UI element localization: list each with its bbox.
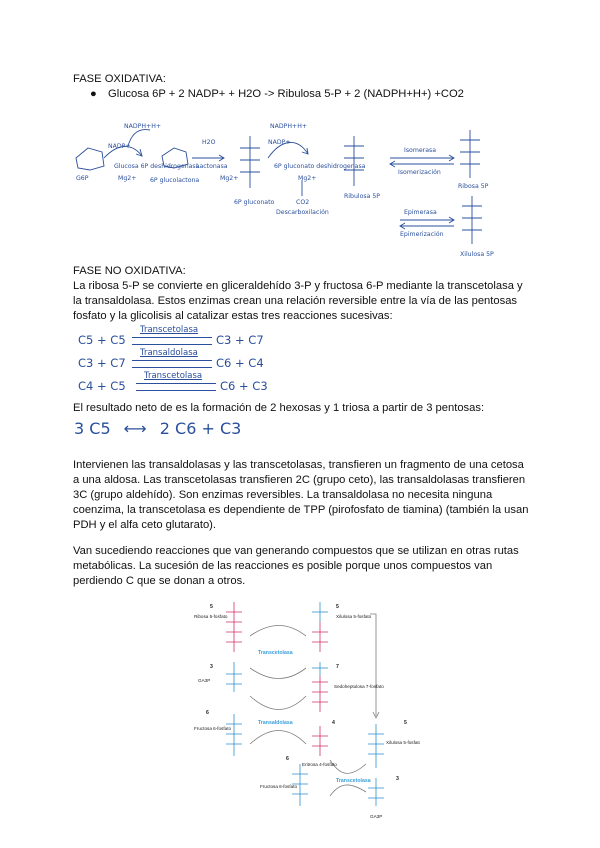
xylulose5p-1-structure — [312, 602, 328, 622]
fig-number-5b: 5 — [336, 604, 339, 610]
hw-mg1-label: Mg2+ — [118, 175, 137, 182]
oxidative-scheme-drawing — [70, 118, 510, 260]
nonoxidative-para1-line: la transaldolasa. Estos enzimas crean una relación reversible entre la vía de las pentosas — [73, 295, 518, 307]
hw-mg3-label: Mg2+ — [298, 175, 317, 182]
fig-number-4: 4 — [332, 720, 335, 726]
hw-epimerase-label: Epimerasa — [404, 209, 437, 216]
hw-decarb-label: Descarboxilación — [276, 209, 329, 216]
reaction-3-enzyme: Transcetolasa — [144, 371, 203, 381]
para2-line: Intervienen las transaldolasas y las transcetolasas, transfieren un fragmento de una cetosa — [73, 459, 524, 471]
fig-label-ribose5p: Ribosa 5-fosfato — [194, 614, 228, 619]
gap1-structure — [226, 662, 242, 692]
hw-nadph1-label: NADPH+H+ — [124, 123, 162, 130]
fig-number-3b: 3 — [396, 776, 399, 782]
reaction-1-right: C3 + C7 — [216, 333, 264, 347]
xylulose5p-2-structure — [368, 724, 384, 768]
fig-number-5a: 5 — [210, 604, 213, 610]
oxidative-bullet-item — [90, 87, 464, 103]
g6p-ring-shape — [76, 148, 104, 170]
fig-enzyme-transketolase-1: Transcetolasa — [258, 650, 293, 656]
net-equation-right: 2 C6 + C3 — [159, 419, 242, 438]
xylulose-down-arrow — [370, 614, 379, 718]
fructose1-structure — [226, 714, 242, 756]
para2-line: PDH y el alfa ceto glutarato). — [73, 519, 217, 531]
fig-number-6b: 6 — [286, 756, 289, 762]
sedoheptulose-structure — [312, 662, 328, 676]
fig-enzyme-transaldolase: Transaldolasa — [258, 720, 293, 726]
bullet-icon: ● — [90, 88, 97, 100]
reaction-2-right: C6 + C4 — [216, 356, 264, 370]
fig-label-fructose2: Fructosa 6-fosfato — [260, 784, 298, 789]
reaction-2-enzyme: Transaldolasa — [140, 348, 198, 358]
hw-mg2-label: Mg2+ — [220, 175, 239, 182]
fig-label-gap2: GA3P — [370, 814, 383, 819]
hw-nadp1-label: NADP+ — [108, 143, 131, 150]
hw-lactone-label: 6P glucolactona — [150, 177, 200, 184]
fig-label-xylulose5p-1: Xilulosa 5-fosfato — [336, 614, 372, 619]
reaction-3-arrow — [136, 383, 216, 391]
net-equation — [74, 419, 241, 443]
reaction-3-right: C6 + C3 — [220, 379, 268, 393]
net-equation-arrow: ⟷ — [123, 419, 147, 438]
hw-ribose-label: Ribosa 5P — [458, 183, 489, 190]
fig-number-3a: 3 — [210, 664, 213, 670]
reaction-2-left: C3 + C7 — [78, 356, 126, 370]
para2-line: coenzima, la transcetolasa es dependiente de TPP (pirofosfato de tiamina) (también la usan — [73, 504, 529, 516]
hw-xylulose-label: Xilulosa 5P — [460, 251, 494, 258]
para3-line: metabólicas. La sucesión de las reacciones es posible porque unos compuestos van — [73, 560, 493, 572]
hw-co2-label: CO2 — [296, 199, 310, 206]
reaction-3-left: C4 + C5 — [78, 379, 126, 393]
hw-isomerase-label: Isomerasa — [404, 147, 437, 154]
hw-lactonase-label: Lactonasa — [196, 163, 228, 170]
handwritten-reactions — [78, 327, 298, 397]
nonoxidative-para1-line: fosfato y la glicolisis al catalizar estas tres reacciones sucesivas: — [73, 310, 393, 322]
fig-label-xylulose5p-2: Xilulosa 5-fosfato — [386, 740, 420, 745]
fig-label-fructose1: Fructosa 6-fosfato — [194, 726, 232, 731]
para3-line: perdiendo C que se donan a otros. — [73, 575, 246, 587]
net-result-sentence: El resultado neto de es la formación de 2 hexosas y 1 triosa a partir de 3 pentosas: — [73, 402, 485, 414]
pathway-figure-svg — [190, 596, 420, 832]
hw-enzyme2-label: 6P gluconato deshidrogenasa — [274, 163, 366, 170]
reaction-1-enzyme: Transcetolasa — [140, 325, 199, 335]
nonoxidative-para1-line: La ribosa 5-P se convierte en gliceraldehído 3-P y fructosa 6-P mediante la transcetolasa y — [73, 280, 523, 292]
hw-enzyme1-label: Glucosa 6P deshidrogenasa — [114, 163, 200, 170]
fig-label-sedoheptulose: Sedoheptulosa 7-fosfato — [334, 684, 384, 689]
erythrose-structure — [312, 726, 328, 756]
oxidative-bullet-text: Glucosa 6P + 2 NADP+ + H2O -> Ribulosa 5-P + 2 (NADPH+H+) +CO2 — [108, 88, 464, 100]
hw-ribulose-label: Ribulosa 5P — [344, 193, 381, 200]
reaction-1-left: C5 + C5 — [78, 333, 126, 347]
oxidative-heading: FASE OXIDATIVA: — [73, 73, 166, 85]
reaction-2-arrow — [132, 360, 212, 368]
hw-isomerization-label: Isomerización — [398, 169, 441, 176]
fig-number-7: 7 — [336, 664, 339, 670]
oxidative-handwritten-scheme — [70, 118, 510, 260]
fig-enzyme-transketolase-2: Transcetolasa — [336, 778, 371, 784]
hw-g6p-label: G6P — [76, 175, 89, 182]
hw-nadph2-label: NADPH+H+ — [270, 123, 308, 130]
fig-label-erythrose: Eritrosa 4-fosfato — [302, 762, 337, 767]
hw-gluconate-label: 6P gluconato — [234, 199, 275, 206]
hw-epimerization-label: Epimerización — [400, 231, 444, 238]
hw-nadp2-label: NADP+ — [268, 139, 291, 146]
nonoxidative-heading: FASE NO OXIDATIVA: — [73, 265, 186, 277]
fig-number-6a: 6 — [206, 710, 209, 716]
para3-line: Van sucediendo reacciones que van generando compuestos que se utilizan en otras rutas — [73, 545, 519, 557]
fig-label-gap1: GA3P — [198, 678, 211, 683]
hw-h2o-label: H2O — [202, 139, 216, 146]
ribose5p-structure — [226, 602, 242, 652]
pathway-figure — [190, 596, 420, 832]
para2-line: 3C (grupo aldehído). Son enzimas reversibles. La transaldolasa no necesita ninguna — [73, 489, 493, 501]
net-equation-left: 3 C5 — [74, 419, 111, 438]
reaction-1-arrow — [132, 337, 212, 345]
fig-number-5c: 5 — [404, 720, 407, 726]
para2-line: a una aldosa. Las transcetolasas transfieren 2C (grupo ceto), las transaldolasas transfieren — [73, 474, 526, 486]
